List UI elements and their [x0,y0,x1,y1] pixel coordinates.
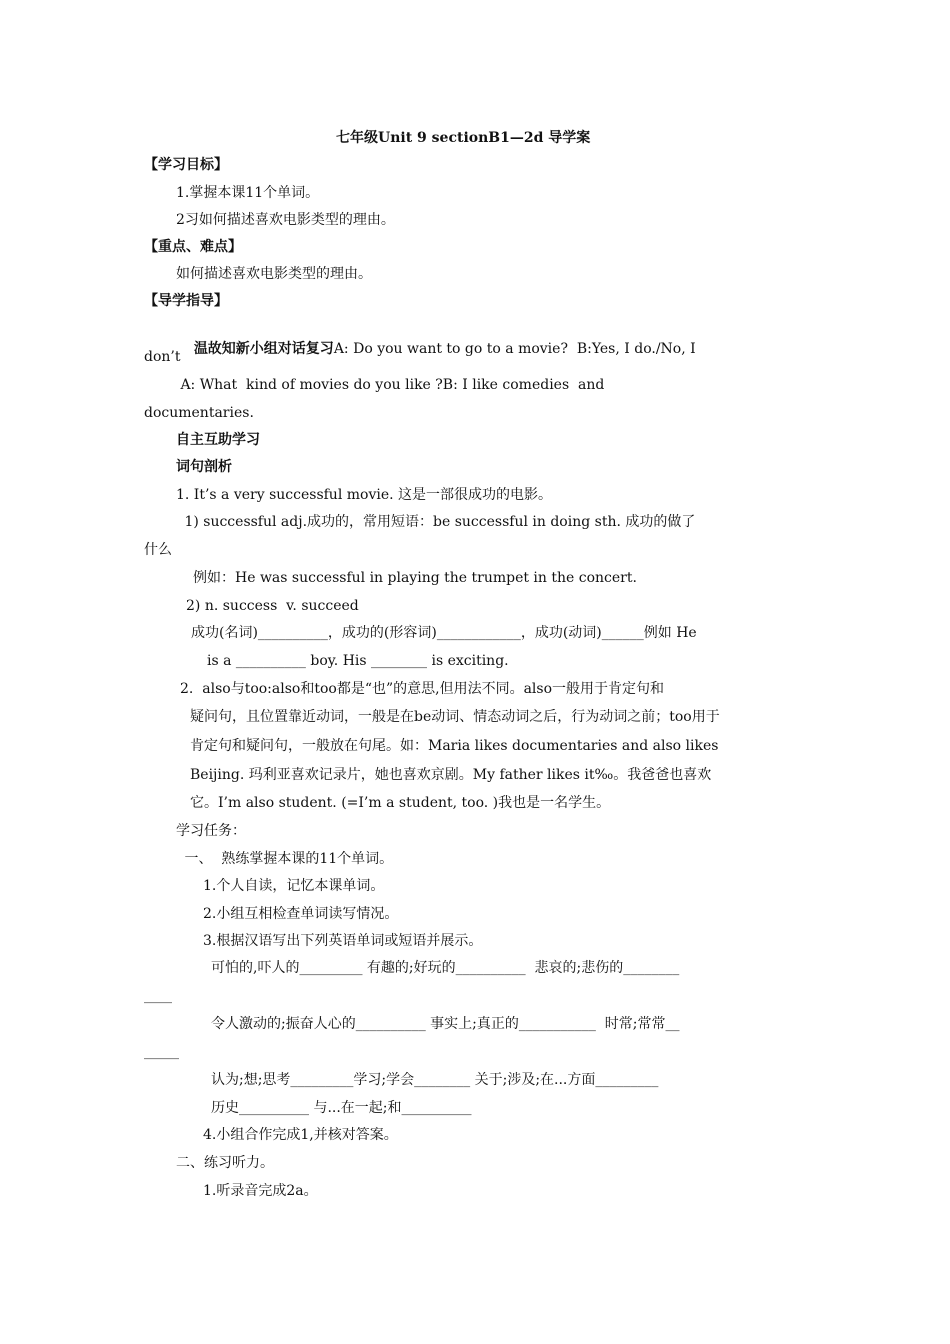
page-title: 七年级Unit 9 sectionB1—2d 导学案 [336,130,591,146]
vocab-line-1-cont: ____ [144,988,172,1004]
task-1-step-2: 2.小组互相检查单词读写情况。 [203,906,399,922]
analysis-sentence-2-l3: 肯定句和疑问句，一般放在句尾。如：Maria likes documentaries and also likes [190,738,719,754]
analysis-fill-2: is a __________ boy. His ________ is exciting. [207,653,509,669]
vocab-line-2-cont: _____ [144,1044,179,1060]
key-points-text: 如何描述喜欢电影类型的理由。 [176,266,372,282]
analysis-sentence-2-l5: 它。I’m also student. (=I’m a student, too. )我也是一名学生。 [190,795,611,811]
analysis-example-1: 例如：He was successful in playing the trumpet in the concert. [193,570,637,586]
review-line-1 [176,319,696,379]
review-line-3: A: What kind of movies do you like ?B: I like comedies and [176,377,605,393]
vocab-line-1: 可怕的,吓人的_________ 有趣的;好玩的__________ 悲哀的;悲伤的________ [211,960,680,976]
key-points-heading: 【重点、难点】 [144,239,242,255]
vocab-line-3: 认为;想;思考_________学习;学会________ 关于;涉及;在...方面_________ [211,1072,659,1088]
goal-item-2: 2习如何描述喜欢电影类型的理由。 [176,212,395,228]
vocab-line-2: 令人激动的;振奋人心的__________ 事实上;真正的___________ 时常;常常__ [211,1016,680,1032]
analysis-heading: 词句剖析 [176,459,232,475]
task-1-step-1: 1.个人自读，记忆本课单词。 [203,878,385,894]
task-2-step-1: 1.听录音完成2a。 [203,1183,318,1199]
analysis-sentence-2-l4: Beijing. 玛利亚喜欢记录片，她也喜欢京剧。My father likes it‰。我爸爸也喜欢 [190,767,712,783]
review-line-2: don’t [144,349,181,365]
analysis-sentence-2-l1: 2. also与too:also和too都是“也”的意思,但用法不同。also一般用于肯定句和 [180,681,665,697]
analysis-note-1a-cont: 什么 [144,542,172,558]
task-1: 一、 熟练掌握本课的11个单词。 [180,851,394,867]
analysis-note-1b: 2) n. success v. succeed [186,598,359,614]
analysis-sentence-1: 1. It’s a very successful movie. 这是一部很成功的电影。 [176,487,553,503]
analysis-note-1a: 1) successful adj.成功的，常用短语：be successful in doing sth. 成功的做了 [180,514,696,530]
guide-heading: 【导学指导】 [144,293,228,309]
vocab-line-4: 历史__________ 与...在一起;和__________ [211,1100,472,1116]
analysis-fill-1: 成功(名词)__________，成功的(形容词)____________，成功(动词)______例如 He [191,625,697,641]
review-dialogue-1: A: Do you want to go to a movie? B:Yes, I do./No, I [333,341,696,357]
review-label: 温故知新小组对话复习 [193,341,334,357]
review-line-4: documentaries. [144,405,254,421]
goals-heading: 【学习目标】 [144,157,228,173]
task-1-step-3: 3.根据汉语写出下列英语单词或短语并展示。 [203,933,483,949]
goal-item-1: 1.掌握本课11个单词。 [176,185,320,201]
task-2: 二、练习听力。 [176,1155,274,1171]
analysis-sentence-2-l2: 疑问句，且位置靠近动词，一般是在be动词、情态动词之后，行为动词之前；too用于 [190,709,720,725]
self-study-heading: 自主互助学习 [176,432,260,448]
tasks-heading: 学习任务： [176,823,246,839]
task-1-step-4: 4.小组合作完成1,并核对答案。 [203,1127,398,1143]
